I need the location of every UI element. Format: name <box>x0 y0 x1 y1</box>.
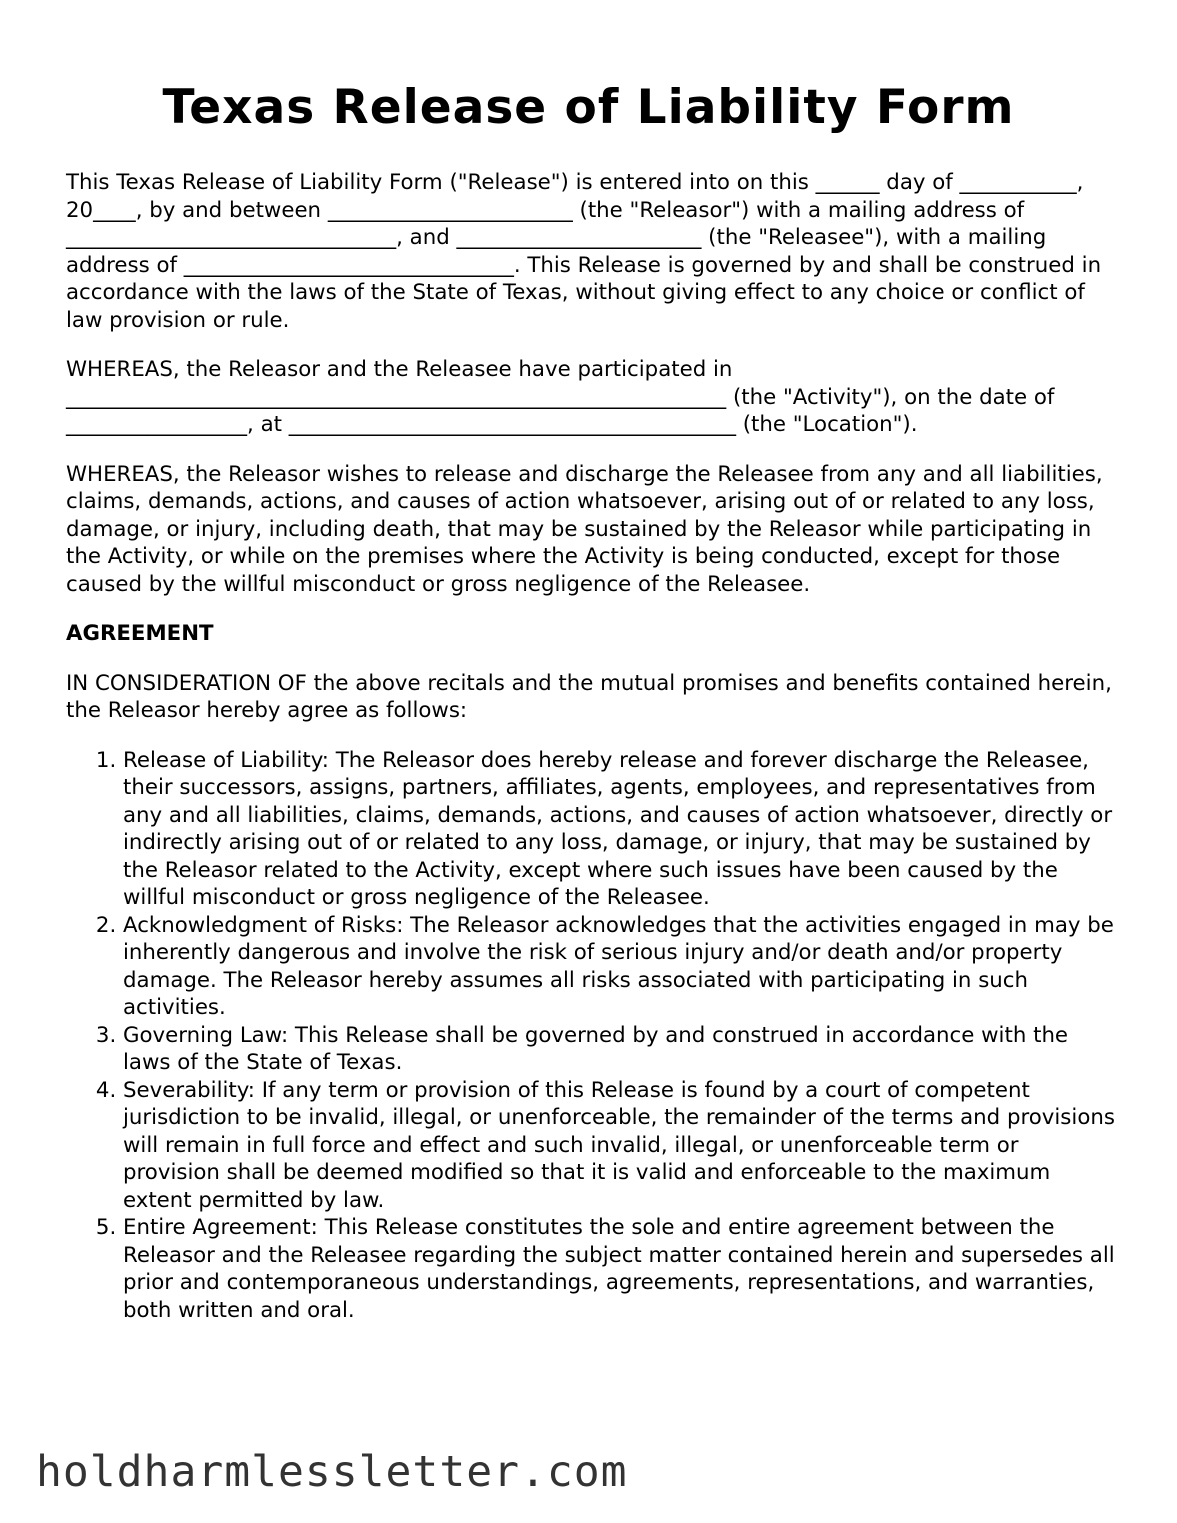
intro-paragraph: This Texas Release of Liability Form ("Release") is entered into on this ______ day of ___________, 20____, by and between _______________________ (the "Releasor") with a mailing address of _______________________________, and _______________________ (the "Releasee"), with a mailing address of _______________________________. This Release is governed by and shall be construed in accordance with the laws of the State of Texas, without giving effect to any choice or conflict of law provision or rule. <box>66 170 1102 333</box>
clause-list <box>66 747 1116 1325</box>
clause-governing-law: 3. Governing Law: This Release shall be governed by and construed in accordance with the laws of the State of Texas. <box>123 1022 1116 1077</box>
clause-release-of-liability: 1. Release of Liability: The Releasor does hereby release and forever discharge the Releasee, their successors, assigns, partners, affiliates, agents, employees, and representatives from any and all liabilities, claims, demands, actions, and causes of action whatsoever, directly or indirectly arising out of or related to any loss, damage, or injury, that may be sustained by the Releasor related to the Activity, except where such issues have been caused by the willful misconduct or gross negligence of the Releasee. <box>123 747 1116 912</box>
whereas-release-paragraph: WHEREAS, the Releasor wishes to release and discharge the Releasee from any and all liabilities, claims, demands, actions, and causes of action whatsoever, arising out of or related to any loss, damage, or injury, including death, that may be sustained by the Releasor while participating in the Activity, or while on the premises where the Activity is being conducted, except for those caused by the willful misconduct or gross negligence of the Releasee. <box>66 461 1103 597</box>
clause-entire-agreement: 5. Entire Agreement: This Release constitutes the sole and entire agreement between the Releasor and the Releasee regarding the subject matter contained herein and supersedes all prior and contemporaneous understandings, agreements, representations, and warranties, both written and oral. <box>123 1214 1116 1324</box>
site-watermark: holdharmlessletter.com <box>36 1447 628 1497</box>
document-body <box>66 169 1116 1324</box>
page-title: Texas Release of Liability Form <box>162 80 1015 135</box>
clause-acknowledgment-of-risks: 2. Acknowledgment of Risks: The Releasor acknowledges that the activities engaged in may be inherently dangerous and involve the risk of serious injury and/or death and/or property damage. The Releasor hereby assumes all risks associated with participating in such activities. <box>123 912 1116 1022</box>
whereas-activity-paragraph: WHEREAS, the Releasor and the Releasee have participated in ______________________________________________________________ (the "Activity"), on the date of _________________, at __________________________________________ (the "Location"). <box>66 357 1055 437</box>
clause-severability: 4. Severability: If any term or provision of this Release is found by a court of competent jurisdiction to be invalid, illegal, or unenforceable, the remainder of the terms and provisions will remain in full force and effect and such invalid, illegal, or unenforceable term or provision shall be deemed modified so that it is valid and enforceable to the maximum extent permitted by law. <box>123 1077 1116 1215</box>
consideration-paragraph: IN CONSIDERATION OF the above recitals and the mutual promises and benefits contained herein, the Releasor hereby agree as follows: <box>66 670 1112 723</box>
agreement-heading: AGREEMENT <box>66 621 214 646</box>
